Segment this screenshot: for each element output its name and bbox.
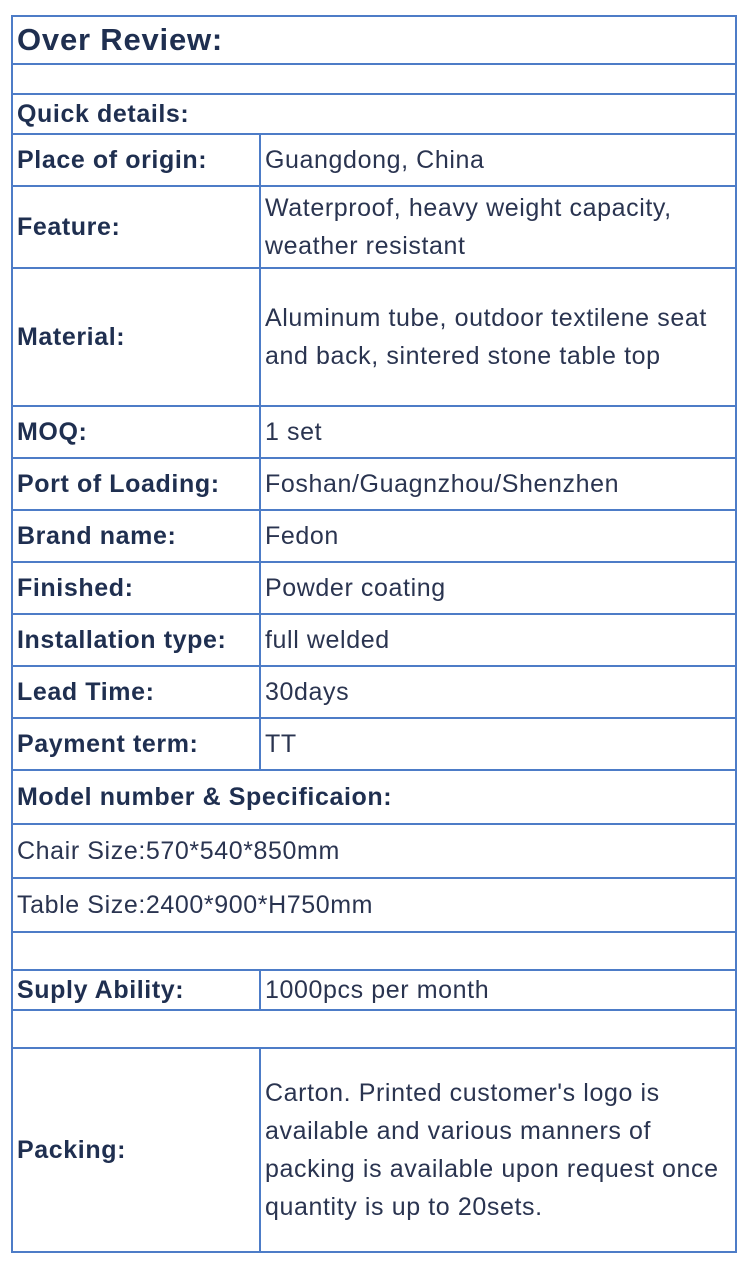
spacer-row (12, 64, 736, 94)
packing-value: Carton. Printed customer's logo is available and various manners of packing is available upon request once quantity is up to 20sets. (260, 1048, 736, 1252)
detail-value: TT (260, 718, 736, 770)
quick-details-row (12, 94, 736, 134)
detail-label: MOQ: (12, 406, 260, 458)
detail-label: Brand name: (12, 510, 260, 562)
detail-row-moq (12, 406, 736, 458)
detail-row-lead-time (12, 666, 736, 718)
detail-row-material (12, 268, 736, 406)
detail-value: 1 set (260, 406, 736, 458)
quick-details-heading: Quick details: (12, 94, 736, 134)
detail-row-origin (12, 134, 736, 186)
detail-value: full welded (260, 614, 736, 666)
detail-label: Finished: (12, 562, 260, 614)
packing-label: Packing: (12, 1048, 260, 1252)
spacer-row (12, 1010, 736, 1048)
spec-row (12, 824, 736, 878)
model-heading: Model number & Specificaion: (12, 770, 736, 824)
model-heading-row (12, 770, 736, 824)
detail-row-brand (12, 510, 736, 562)
detail-row-feature (12, 186, 736, 268)
supply-value: 1000pcs per month (260, 970, 736, 1010)
detail-row-payment (12, 718, 736, 770)
detail-value: Powder coating (260, 562, 736, 614)
detail-label: Installation type: (12, 614, 260, 666)
packing-row (12, 1048, 736, 1252)
product-spec-table (11, 15, 737, 1253)
detail-label: Payment term: (12, 718, 260, 770)
detail-value: Aluminum tube, outdoor textilene seat and back, sintered stone table top (260, 268, 736, 406)
detail-label: Lead Time: (12, 666, 260, 718)
supply-label: Suply Ability: (12, 970, 260, 1010)
detail-value: Fedon (260, 510, 736, 562)
detail-label: Port of Loading: (12, 458, 260, 510)
detail-label: Feature: (12, 186, 260, 268)
detail-value: 30days (260, 666, 736, 718)
title-row (12, 16, 736, 64)
detail-label: Material: (12, 268, 260, 406)
detail-value: Foshan/Guagnzhou/Shenzhen (260, 458, 736, 510)
supply-row (12, 970, 736, 1010)
spec-row (12, 878, 736, 932)
detail-row-installation (12, 614, 736, 666)
spec-table-size: Table Size:2400*900*H750mm (12, 878, 736, 932)
detail-label: Place of origin: (12, 134, 260, 186)
detail-row-port (12, 458, 736, 510)
detail-row-finished (12, 562, 736, 614)
empty-cell (12, 64, 736, 94)
empty-cell (12, 932, 736, 970)
spec-chair-size: Chair Size:570*540*850mm (12, 824, 736, 878)
empty-cell (12, 1010, 736, 1048)
page-title: Over Review: (12, 16, 736, 64)
spacer-row (12, 932, 736, 970)
detail-value: Guangdong, China (260, 134, 736, 186)
detail-value: Waterproof, heavy weight capacity, weather resistant (260, 186, 736, 268)
